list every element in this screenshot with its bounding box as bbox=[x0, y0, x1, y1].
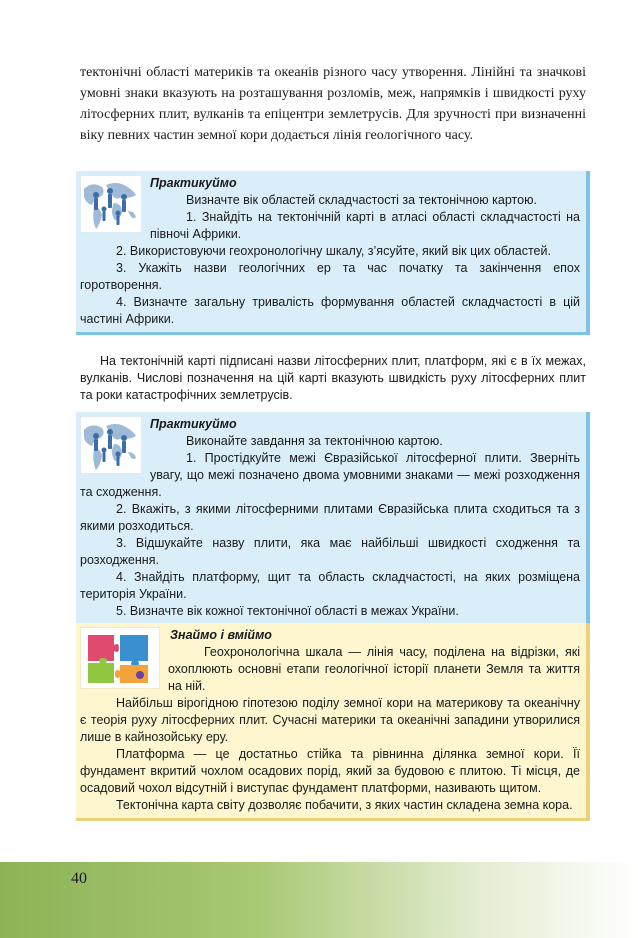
know-box bbox=[76, 623, 590, 821]
people-map-icon bbox=[80, 416, 142, 474]
page-number: 40 bbox=[71, 870, 87, 887]
puzzle-icon bbox=[80, 627, 160, 689]
intro-paragraph: тектонічні області материків та океанів різного часу утворення. Лінійні та значкові умовні знаки вказують на розташування розломів, меж, напрямків і швидкості руху літосферних плит, вулканів та епіцентри землетрусів. Для зручності при визначенні віку певних частин земної кори додається лінія геологічного часу. bbox=[80, 65, 586, 143]
footer-bar bbox=[0, 862, 638, 938]
practice-box-1 bbox=[76, 171, 590, 335]
box-task: Визначте вік областей складчастості за тектонічною картою. bbox=[186, 193, 537, 207]
box-item: 1. Знайдіть на тектонічній карті в атласі області складчастості на півночі Африки. bbox=[150, 210, 580, 241]
practice-box-2 bbox=[76, 412, 590, 627]
know-paragraph: Тектонічна карта світу дозволяє побачити, з яких частин складена земна кора. bbox=[116, 798, 573, 812]
people-map-icon bbox=[80, 175, 142, 233]
box-task: Виконайте завдання за тектонічною картою. bbox=[186, 434, 443, 448]
know-paragraph: Платформа — це достатньо стійка та рівнинна ділянка земної кори. Її фундамент вкритий чохлом осадових порід, який за будовою є плитою. Ті місця, де осадовий чохол відсутній і виступає фундамент платформи, називають щитом. bbox=[80, 747, 580, 795]
box-item: 3. Відшукайте назву плити, яка має найбільші швидкості сходження та розходження. bbox=[80, 536, 580, 567]
definition: Геохронологічна шкала — лінія часу, поділена на відрізки, які охоплюють основні етапи геологічної історії планети Земля та життя на ній. bbox=[168, 645, 580, 693]
box-item: 5. Визначте вік кожної тектонічної області в межах України. bbox=[116, 604, 459, 618]
box-item: 2. Використовуючи геохронологічну шкалу, з’ясуйте, який вік цих областей. bbox=[116, 244, 551, 258]
box-item: 2. Вкажіть, з якими літосферними плитами Євразійська плита сходиться та з якими розходиться. bbox=[80, 502, 580, 533]
box-heading: Знаймо і вміймо bbox=[170, 628, 272, 642]
mid-paragraph: На тектонічній карті підписані назви літосферних плит, платформ, які є в їх межах, вулканів. Числові позначення на цій карті вказують швидкість руху літосферних плит та роки катастрофічних землетрусів. bbox=[80, 354, 586, 402]
box-heading: Практикуймо bbox=[150, 417, 237, 431]
box-item: 4. Знайдіть платформу, щит та область складчастості, на яких розміщена територія України. bbox=[80, 570, 580, 601]
box-item: 3. Укажіть назви геологічних ер та час початку та закінчення епох горотворення. bbox=[80, 261, 580, 292]
box-heading: Практикуймо bbox=[150, 176, 237, 190]
box-item: 1. Простідкуйте межі Євразійської літосферної плити. Зверніть увагу, що межі позначено двома умовними знаками — межі розходження та сходження. bbox=[80, 451, 580, 499]
know-paragraph: Найбільш вірогідною гіпотезою поділу земної кори на материкову та океанічну є теорія руху літосферних плит. Сучасні материки та океанічні западини утворилися лише в кайнозойську еру. bbox=[80, 696, 580, 744]
box-item: 4. Визначте загальну тривалість формування областей складчастості в цій частині Африки. bbox=[80, 295, 580, 326]
